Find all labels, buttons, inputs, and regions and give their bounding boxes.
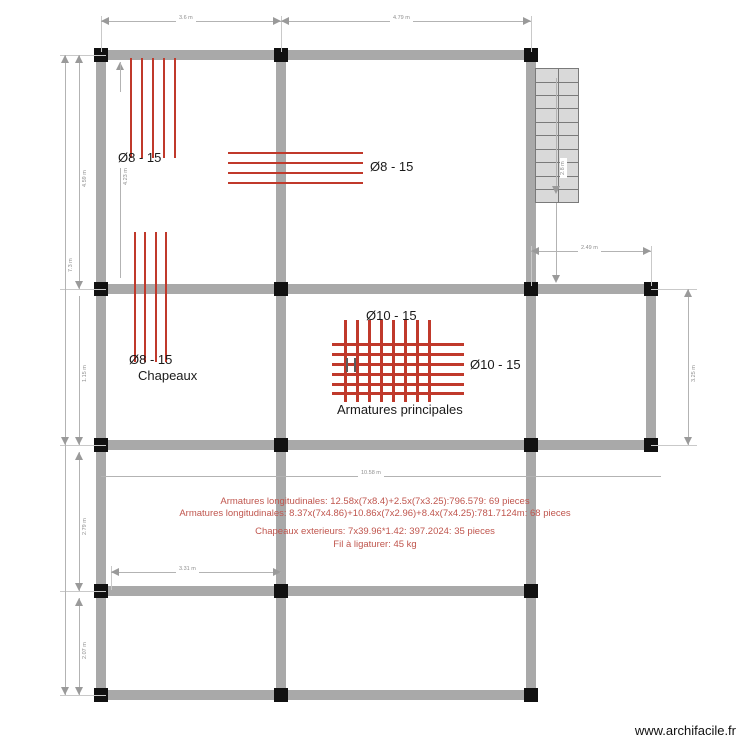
dimension-label-left-3: 1.15 m xyxy=(82,362,89,385)
rebar-vertical xyxy=(144,232,146,362)
mesh-rebar-horizontal xyxy=(332,392,464,395)
note-line-1: Armatures longitudinales: 12.58x(7x8.4)+2.5x(7x3.25):796.579: 69 pieces xyxy=(220,496,530,507)
mesh-spacer-chair xyxy=(346,358,348,372)
dimension-line-left-outer-tail xyxy=(65,445,66,695)
mesh-rebar-horizontal xyxy=(332,383,464,386)
wall-lower xyxy=(96,586,536,596)
note-line-2: Armatures longitudinales: 8.37x(7x4.86)+10.86x(7x2.96)+8.4x(7x4.25):781.7124m: 68 pieces xyxy=(179,508,571,519)
rebar-horizontal xyxy=(228,172,363,174)
column-node xyxy=(524,688,538,702)
note-line-4: Fil à ligaturer: 45 kg xyxy=(333,539,417,550)
mesh-label-right: Ø10 - 15 xyxy=(470,357,521,372)
dimension-label-left-1: 4.59 m xyxy=(82,167,89,190)
mesh-rebar-vertical xyxy=(404,320,407,402)
stair-tread xyxy=(536,95,578,96)
mesh-label-bottom: Armatures principales xyxy=(337,402,463,417)
dimension-pointer-line xyxy=(556,203,557,281)
dimension-extension-line xyxy=(60,289,106,290)
rebar-horizontal xyxy=(228,152,363,154)
mesh-rebar-vertical xyxy=(392,320,395,402)
dimension-extension-line xyxy=(60,445,106,446)
dimension-arrow-icon xyxy=(75,55,83,63)
column-node xyxy=(274,584,288,598)
mesh-label-top: Ø10 - 15 xyxy=(366,308,417,323)
dimension-extension-line xyxy=(531,16,532,52)
dimension-arrow-icon xyxy=(75,452,83,460)
dimension-arrow-icon xyxy=(273,568,281,576)
wall-mid-lower xyxy=(96,440,656,450)
wall-right-outer xyxy=(646,284,656,450)
rebar-label-top-left: Ø8 - 15 xyxy=(118,150,162,165)
wall-top xyxy=(96,50,536,60)
dimension-arrow-icon xyxy=(531,247,539,255)
stair-tread xyxy=(536,176,578,177)
dimension-line-left-5 xyxy=(79,598,80,695)
dimension-arrow-icon xyxy=(111,568,119,576)
rebar-vertical xyxy=(165,232,167,362)
dimension-label-left-outer: 7.3 m xyxy=(68,255,75,275)
dimension-line-left-2b xyxy=(120,62,121,92)
stair-center-line xyxy=(558,69,559,202)
stair-rise-label: 2.8 m xyxy=(560,158,567,178)
dimension-arrow-icon xyxy=(61,437,69,445)
stair-direction-arrow-icon xyxy=(552,186,560,194)
mesh-spacer-chair xyxy=(354,358,356,372)
stair-tread xyxy=(536,162,578,163)
dimension-line-left-4 xyxy=(79,452,80,591)
mesh-rebar-horizontal xyxy=(332,353,464,356)
dimension-line-left-3 xyxy=(79,296,80,445)
stair-tread xyxy=(536,122,578,123)
stair-direction-line xyxy=(556,78,557,188)
rebar-label-mid-left-diameter: Ø8 - 15 xyxy=(129,352,173,367)
dimension-arrow-icon xyxy=(75,583,83,591)
stair-tread xyxy=(536,82,578,83)
note-line-3: Chapeaux exterieurs: 7x39.96*1.42: 397.2024: 35 pieces xyxy=(255,526,495,537)
rebar-vertical xyxy=(152,58,154,158)
column-node xyxy=(274,282,288,296)
rebar-horizontal xyxy=(228,182,363,184)
rebar-vertical xyxy=(130,58,132,158)
rebar-vertical xyxy=(134,232,136,362)
site-url-footer: www.archifacile.fr xyxy=(634,723,736,738)
rebar-vertical xyxy=(141,58,143,158)
mesh-rebar-vertical xyxy=(380,320,383,402)
dimension-label-bottom-2: 3.31 m xyxy=(176,566,199,573)
dimension-label-left-4: 2.79 m xyxy=(82,515,89,538)
dimension-label-top-2: 4.79 m xyxy=(390,15,413,22)
dimension-arrow-icon xyxy=(684,437,692,445)
column-node xyxy=(274,688,288,702)
dimension-arrow-icon xyxy=(643,247,651,255)
dimension-label-top-1: 3.6 m xyxy=(176,15,196,22)
dimension-label-left-2: 4.23 m xyxy=(123,165,130,188)
rebar-label-top-mid: Ø8 - 15 xyxy=(370,159,414,174)
stair-tread xyxy=(536,135,578,136)
dimension-label-right-2: 3.25 m xyxy=(691,362,698,385)
stair-tread xyxy=(536,149,578,150)
dimension-arrow-icon xyxy=(552,275,560,283)
dimension-extension-line xyxy=(651,445,697,446)
rebar-vertical xyxy=(174,58,176,158)
rebar-vertical xyxy=(163,58,165,158)
rebar-vertical xyxy=(155,232,157,362)
mesh-rebar-horizontal xyxy=(332,363,464,366)
dimension-line-left-1 xyxy=(79,55,80,289)
mesh-rebar-horizontal xyxy=(332,343,464,346)
dimension-arrow-icon xyxy=(61,55,69,63)
dimension-arrow-icon xyxy=(101,17,109,25)
dimension-label-bottom-1: 10.58 m xyxy=(358,470,384,477)
mesh-rebar-horizontal xyxy=(332,373,464,376)
dimension-arrow-icon xyxy=(75,281,83,289)
dimension-line-right-2 xyxy=(688,289,689,445)
rebar-label-mid-left-type: Chapeaux xyxy=(138,368,198,383)
dimension-arrow-icon xyxy=(684,289,692,297)
dimension-label-left-5: 2.07 m xyxy=(82,639,89,662)
dimension-arrow-icon xyxy=(523,17,531,25)
dimension-line-left-2 xyxy=(120,168,121,278)
dimension-arrow-icon xyxy=(75,687,83,695)
mesh-rebar-vertical xyxy=(428,320,431,402)
dimension-extension-line xyxy=(60,695,106,696)
dimension-arrow-icon xyxy=(75,437,83,445)
dimension-extension-line xyxy=(651,246,652,286)
column-node xyxy=(524,584,538,598)
dimension-arrow-icon xyxy=(61,687,69,695)
wall-center-vertical xyxy=(276,50,286,700)
dimension-arrow-icon xyxy=(273,17,281,25)
rebar-horizontal xyxy=(228,162,363,164)
dimension-arrow-icon xyxy=(75,598,83,606)
mesh-rebar-vertical xyxy=(416,320,419,402)
mesh-rebar-vertical xyxy=(356,320,359,402)
wall-mid-upper xyxy=(96,284,656,294)
dimension-label-right-1: 2.49 m xyxy=(578,245,601,252)
dimension-line-left-outer xyxy=(65,55,66,445)
column-node xyxy=(524,438,538,452)
dimension-arrow-icon xyxy=(281,17,289,25)
column-node xyxy=(274,438,288,452)
staircase xyxy=(535,68,579,203)
dimension-extension-line xyxy=(60,591,106,592)
wall-left xyxy=(96,50,106,700)
stair-tread xyxy=(536,108,578,109)
mesh-rebar-vertical xyxy=(368,320,371,402)
wall-bottom xyxy=(96,690,536,700)
